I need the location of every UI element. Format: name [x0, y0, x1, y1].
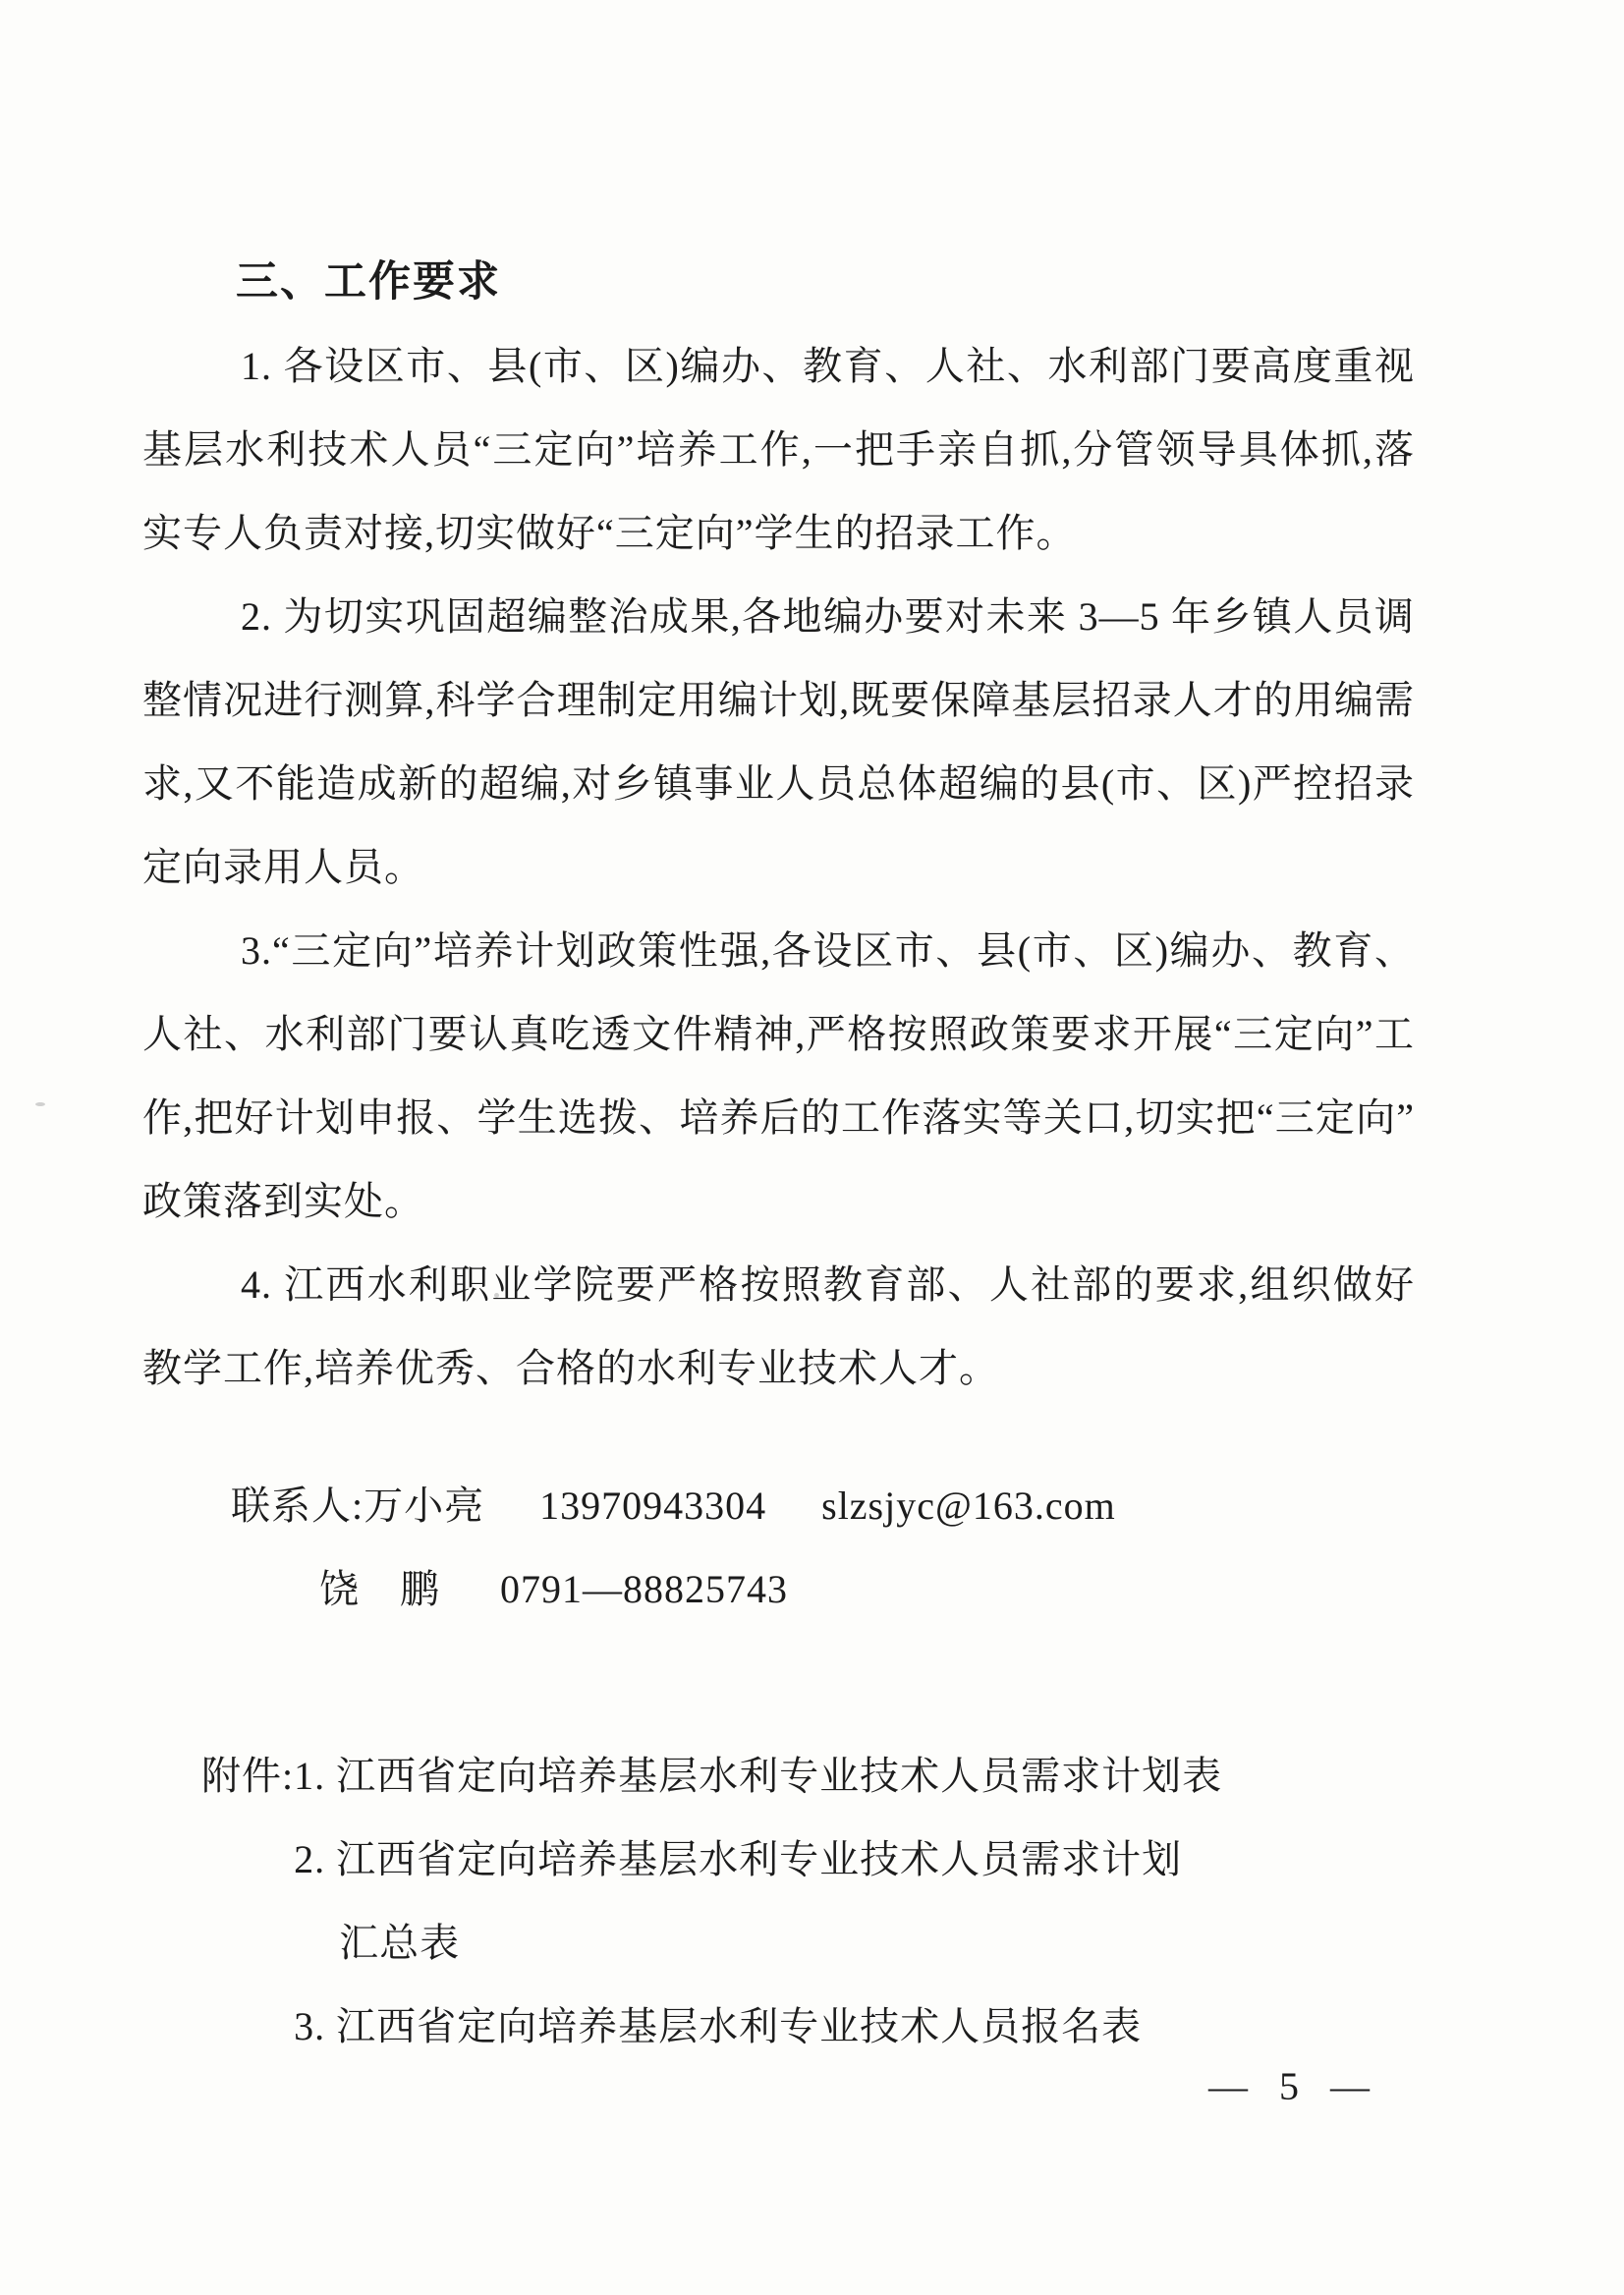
contact-block	[142, 1464, 1415, 1631]
contact-line-1	[142, 1464, 1415, 1547]
attachment-item-2-continuation: 汇总表	[339, 1921, 461, 1965]
page-number: — 5 —	[1208, 2064, 1372, 2108]
paragraph-2: 2. 为切实巩固超编整治成果,各地编办要对未来 3—5 年乡镇人员调整情况进行测算,科学合理制定用编计划,既要保障基层招录人才的用编需求,又不能造成新的超编,对乡镇事业人员总体超编的县(市、区)严控招录定向录用人员。	[142, 594, 1415, 889]
contact-name-2: 饶 鹏	[319, 1567, 440, 1611]
paragraph-3: 3.“三定向”培养计划政策性强,各设区市、县(市、区)编办、教育、人社、水利部门要认真吃透文件精神,严格按照政策要求开展“三定向”工作,把好计划申报、学生选拨、培养后的工作落实等关口,切实把“三定向”政策落到实处。	[142, 928, 1415, 1223]
attachments-label: 附件:	[201, 1754, 295, 1798]
paragraph-1: 1. 各设区市、县(市、区)编办、教育、人社、水利部门要高度重视基层水利技术人员“三定向”培养工作,一把手亲自抓,分管领导具体抓,落实专人负责对接,切实做好“三定向”学生的招录工作。	[142, 344, 1415, 555]
attachments-list	[294, 1734, 1335, 2068]
paragraph-4: 4. 江西水利职业学院要严格按照教育部、人社部的要求,组织做好教学工作,培养优秀、合格的水利专业技术人才。	[142, 1262, 1415, 1390]
contact-phone-2: 0791—88825743	[500, 1567, 788, 1611]
attachments-block	[201, 1734, 1415, 2068]
section-heading: 三、工作要求	[236, 258, 501, 306]
contact-phone-1: 13970943304	[539, 1483, 767, 1528]
contact-label: 联系人:	[231, 1483, 364, 1528]
contact-name-1: 万小亮	[364, 1483, 485, 1528]
attachment-item-2: 2. 江西省定向培养基层水利专业技术人员需求计划	[294, 1837, 1183, 1881]
attachment-item-3: 3. 江西省定向培养基层水利专业技术人员报名表	[294, 2004, 1143, 2048]
attachment-item-1: 1. 江西省定向培养基层水利专业技术人员需求计划表	[294, 1754, 1223, 1798]
document-body	[142, 241, 1415, 2068]
contact-email: slzsjyc@163.com	[821, 1483, 1116, 1528]
contact-line-2	[142, 1547, 1415, 1631]
